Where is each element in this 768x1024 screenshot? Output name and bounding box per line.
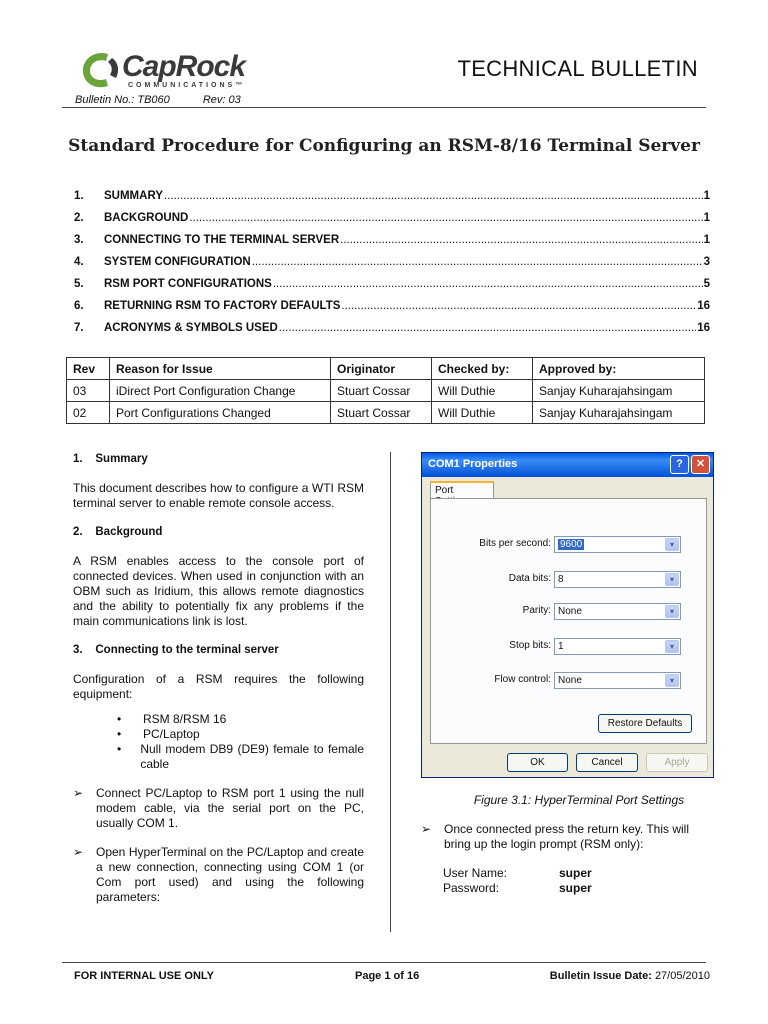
cancel-button[interactable]: Cancel xyxy=(576,753,638,772)
figure-caption: Figure 3.1: HyperTerminal Port Settings xyxy=(473,793,685,807)
port-settings-panel xyxy=(430,498,707,744)
bulletin-number: Bulletin No.: TB060 xyxy=(75,94,170,106)
table-cell: Sanjay Kuharajahsingam xyxy=(533,380,705,402)
issue-date-label: Bulletin Issue Date: xyxy=(549,970,652,982)
toc-leader xyxy=(189,212,702,224)
bits-per-second-select[interactable]: 9600 ▾ xyxy=(554,536,681,553)
section-heading: 2. Background xyxy=(73,526,163,538)
chevron-down-icon[interactable]: ▾ xyxy=(665,538,679,551)
table-cell: 02 xyxy=(67,402,110,424)
flow-control-select[interactable]: None ▾ xyxy=(554,672,681,689)
toc-number: 2. xyxy=(74,212,84,224)
chevron-down-icon[interactable]: ▾ xyxy=(665,640,679,653)
restore-defaults-button[interactable]: Restore Defaults xyxy=(598,714,692,733)
section-heading: 1. Summary xyxy=(73,453,148,465)
toc-title: BACKGROUND xyxy=(104,212,189,224)
help-icon[interactable]: ? xyxy=(670,455,689,474)
table-cell: 03 xyxy=(67,380,110,402)
toc-title: ACRONYMS & SYMBOLS USED xyxy=(104,322,278,334)
bulletin-meta xyxy=(75,94,241,106)
left-column xyxy=(73,452,364,919)
column-header: Originator xyxy=(331,358,432,380)
parity-field xyxy=(431,603,693,621)
issue-date-value: 27/05/2010 xyxy=(654,970,710,982)
apply-button: Apply xyxy=(646,753,708,772)
flow-control-field xyxy=(431,672,693,690)
arrow-bullet-icon: ➢ xyxy=(73,845,84,859)
step-item: ➢ Once connected press the return key. This will bring up the login prompt (RSM only): xyxy=(421,822,690,851)
toc-number: 7. xyxy=(74,322,84,334)
column-header: Rev xyxy=(67,358,110,380)
footer-page-number: Page 1 of 16 xyxy=(355,970,420,982)
bits-per-second-field xyxy=(431,536,693,554)
toc-leader xyxy=(164,190,703,202)
list-item: • PC/Laptop xyxy=(117,727,200,741)
table-header-row xyxy=(67,358,705,380)
table-row xyxy=(67,380,705,402)
table-cell: Will Duthie xyxy=(432,380,533,402)
tab-port-settings[interactable]: Port xyxy=(430,481,494,499)
chevron-down-icon[interactable]: ▾ xyxy=(665,573,679,586)
username-label: User Name: xyxy=(443,866,508,880)
password-value: super xyxy=(559,881,592,895)
document-title: Standard Procedure for Configuring an RSM-8/16 Terminal Server xyxy=(68,136,700,156)
bullet-icon: • xyxy=(117,712,122,726)
toc-leader xyxy=(341,300,696,312)
toc-leader xyxy=(273,278,703,290)
footer-classification: FOR INTERNAL USE ONLY xyxy=(74,970,214,982)
column-header: Approved by: xyxy=(533,358,705,380)
right-column xyxy=(421,822,716,896)
step-item: ➢ Open HyperTerminal on the PC/Laptop and create a new connection, connecting using COM 1 (or Com port used) and using the following parameters: xyxy=(73,845,364,904)
header-divider xyxy=(62,107,706,108)
table-cell: Will Duthie xyxy=(432,402,533,424)
toc-entry[interactable] xyxy=(74,300,710,322)
toc-title: RETURNING RSM TO FACTORY DEFAULTS xyxy=(104,300,341,312)
footer-divider xyxy=(62,962,706,963)
table-of-contents xyxy=(74,190,710,344)
data-bits-select[interactable]: 8 ▾ xyxy=(554,571,681,588)
table-cell: iDirect Port Configuration Change xyxy=(110,380,331,402)
step-item: ➢ Connect PC/Laptop to RSM port 1 using the null modem cable, via the serial port on the PC, usually COM 1. xyxy=(73,786,364,830)
data-bits-field xyxy=(431,571,693,589)
bullet-icon: • xyxy=(117,742,122,756)
column-header: Checked by: xyxy=(432,358,533,380)
toc-number: 5. xyxy=(74,278,84,290)
toc-number: 1. xyxy=(74,190,84,202)
field-label: Parity: xyxy=(522,605,551,616)
bulletin-title: TECHNICAL BULLETIN xyxy=(457,56,698,81)
toc-entry[interactable] xyxy=(74,234,710,256)
toc-entry[interactable] xyxy=(74,212,710,234)
caprock-swirl-icon xyxy=(78,48,122,92)
toc-entry[interactable] xyxy=(74,256,710,278)
bullet-icon: • xyxy=(117,727,122,741)
table-cell: Stuart Cossar xyxy=(331,402,432,424)
revision-number: Rev: 03 xyxy=(202,94,241,106)
section-heading: 3. Connecting to the terminal server xyxy=(73,644,279,656)
table-cell: Sanjay Kuharajahsingam xyxy=(533,402,705,424)
toc-entry[interactable] xyxy=(74,278,710,300)
ok-button[interactable]: OK xyxy=(507,753,568,772)
toc-title: SYSTEM CONFIGURATION xyxy=(104,256,251,268)
toc-page: 1 xyxy=(703,190,710,202)
summary-text: This document describes how to configure a WTI RSM terminal server to enable remote console access. xyxy=(73,481,364,510)
username-value: super xyxy=(559,866,592,880)
toc-page: 1 xyxy=(703,234,710,246)
stop-bits-field xyxy=(431,638,693,656)
toc-leader xyxy=(340,234,702,246)
revision-table xyxy=(66,357,705,424)
chevron-down-icon[interactable]: ▾ xyxy=(665,605,679,618)
toc-entry[interactable] xyxy=(74,322,710,344)
list-item: • Null modem DB9 (DE9) female to female cable xyxy=(117,742,364,771)
toc-leader xyxy=(252,256,703,268)
footer-issue-date xyxy=(550,970,710,982)
logo-subtitle: COMMUNICATIONS™ xyxy=(128,82,246,89)
table-cell: Stuart Cossar xyxy=(331,380,432,402)
toc-title: CONNECTING TO THE TERMINAL SERVER xyxy=(104,234,340,246)
toc-entry[interactable] xyxy=(74,190,710,212)
column-divider xyxy=(390,452,391,932)
toc-title: RSM PORT CONFIGURATIONS xyxy=(104,278,272,290)
toc-page: 1 xyxy=(703,212,710,224)
dialog-title-bar xyxy=(422,453,713,477)
com1-properties-dialog xyxy=(421,452,714,778)
column-header: Reason for Issue xyxy=(110,358,331,380)
field-label: Flow control: xyxy=(494,674,551,685)
equipment-intro: Configuration of a RSM requires the following equipment: xyxy=(73,672,364,701)
toc-page: 16 xyxy=(697,322,710,334)
toc-leader xyxy=(279,322,696,334)
table-cell: Port Configurations Changed xyxy=(110,402,331,424)
toc-number: 4. xyxy=(74,256,84,268)
caprock-logo xyxy=(78,48,278,96)
toc-number: 6. xyxy=(74,300,84,312)
dialog-title: COM1 Properties xyxy=(428,458,518,470)
login-credentials xyxy=(443,866,716,896)
background-text: A RSM enables access to the console port of connected devices. When used in conjunction with an OBM such as Iridium, this allows remote diagnostics and the ability to potentially fix any problems if the main communications link is lost. xyxy=(73,554,364,628)
field-label: Data bits: xyxy=(508,573,551,584)
toc-page: 5 xyxy=(703,278,710,290)
close-icon[interactable]: ✕ xyxy=(691,455,710,474)
arrow-bullet-icon: ➢ xyxy=(73,786,84,800)
stop-bits-select[interactable]: 1 ▾ xyxy=(554,638,681,655)
toc-title: SUMMARY xyxy=(104,190,163,202)
toc-page: 3 xyxy=(703,256,710,268)
arrow-bullet-icon: ➢ xyxy=(421,822,432,836)
parity-select[interactable]: None ▾ xyxy=(554,603,681,620)
logo-wordmark: CapRock xyxy=(122,50,246,83)
list-item: • RSM 8/RSM 16 xyxy=(117,712,227,726)
field-label: Stop bits: xyxy=(509,640,551,651)
password-label: Password: xyxy=(443,881,500,895)
toc-page: 16 xyxy=(697,300,710,312)
table-row xyxy=(67,402,705,424)
toc-number: 3. xyxy=(74,234,84,246)
chevron-down-icon[interactable]: ▾ xyxy=(665,674,679,687)
equipment-list xyxy=(117,712,364,772)
field-label: Bits per second: xyxy=(479,538,551,549)
